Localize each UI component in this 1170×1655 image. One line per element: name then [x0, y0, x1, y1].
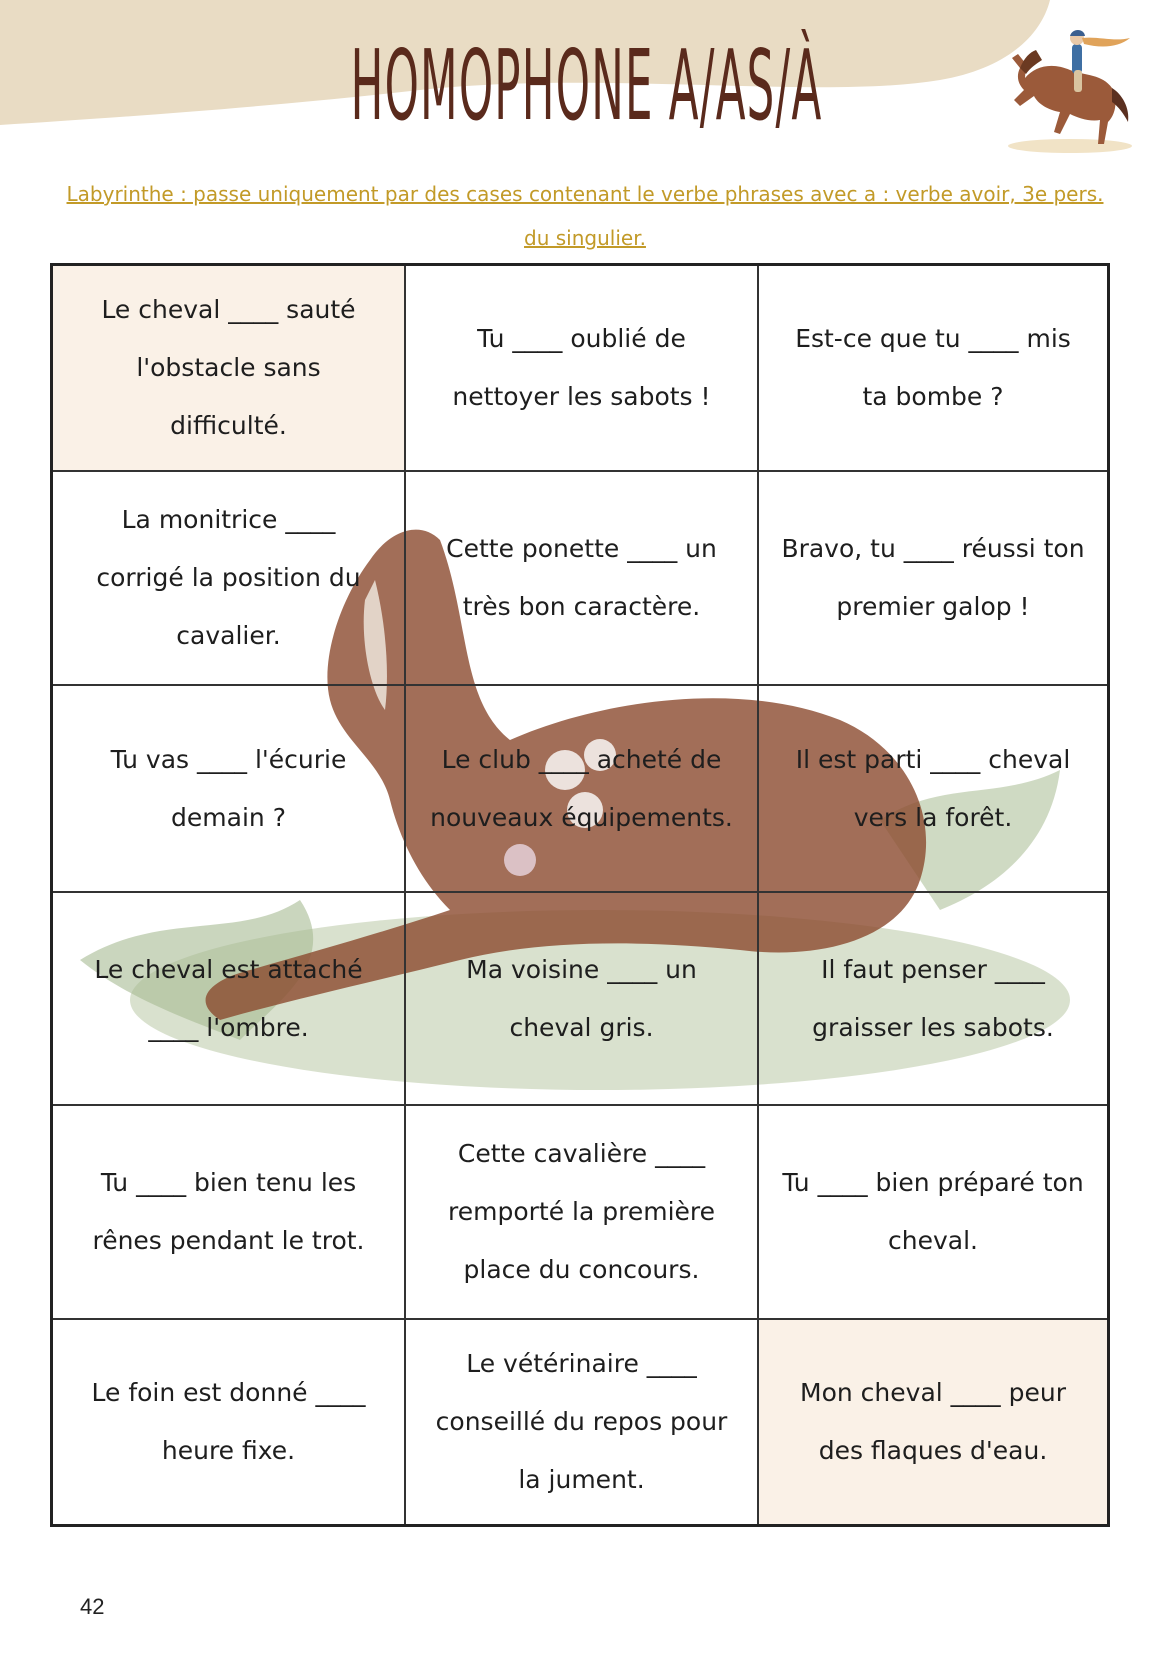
- maze-cell[interactable]: Ma voisine ____ un cheval gris.: [406, 893, 759, 1106]
- maze-cell[interactable]: Tu ____ bien préparé ton cheval.: [759, 1106, 1107, 1320]
- maze-cell[interactable]: Tu ____ bien tenu les rênes pendant le trot.: [53, 1106, 406, 1320]
- horse-rider-icon: [990, 18, 1140, 158]
- maze-cell[interactable]: Il faut penser ____ graisser les sabots.: [759, 893, 1107, 1106]
- maze-cell[interactable]: Cette cavalière ____ remporté la première place du concours.: [406, 1106, 759, 1320]
- maze-cell[interactable]: Le vétérinaire ____ conseillé du repos pour la jument.: [406, 1320, 759, 1524]
- maze-cell[interactable]: Bravo, tu ____ réussi ton premier galop !: [759, 472, 1107, 686]
- maze-cell[interactable]: Cette ponette ____ un très bon caractère.: [406, 472, 759, 686]
- page-title: HOMOPHONE A/AS/À: [350, 30, 823, 143]
- maze-cell[interactable]: Est-ce que tu ____ mis ta bombe ?: [759, 266, 1107, 472]
- maze-grid: [50, 263, 1110, 1527]
- maze-cell[interactable]: Tu ____ oublié de nettoyer les sabots !: [406, 266, 759, 472]
- page-number: 42: [80, 1594, 105, 1619]
- maze-cell-end[interactable]: Mon cheval ____ peur des flaques d'eau.: [759, 1320, 1107, 1524]
- maze-cell[interactable]: Tu vas ____ l'écurie demain ?: [53, 686, 406, 893]
- maze-cell-start[interactable]: Le cheval ____ sauté l'obstacle sans difficulté.: [53, 266, 406, 472]
- maze-cell[interactable]: La monitrice ____ corrigé la position du cavalier.: [53, 472, 406, 686]
- maze-cell[interactable]: Le club ____ acheté de nouveaux équipements.: [406, 686, 759, 893]
- maze-cell[interactable]: Il est parti ____ cheval vers la forêt.: [759, 686, 1107, 893]
- maze-cell[interactable]: Le foin est donné ____ heure fixe.: [53, 1320, 406, 1524]
- instruction-text: Labyrinthe : passe uniquement par des cases contenant le verbe phrases avec a : verbe avoir, 3e pers. du singulier.: [66, 182, 1104, 250]
- maze-cell[interactable]: Le cheval est attaché ____ l'ombre.: [53, 893, 406, 1106]
